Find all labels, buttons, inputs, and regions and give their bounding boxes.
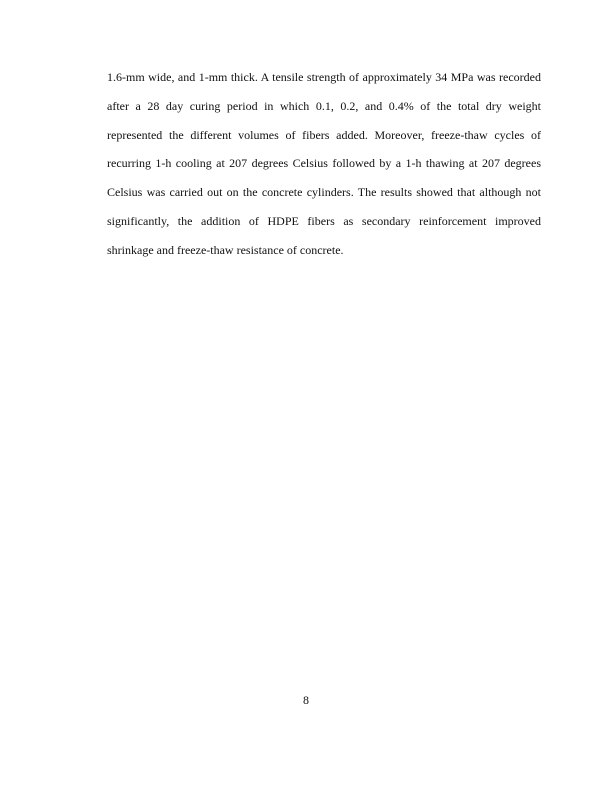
paragraph-line: shrinkage and freeze-thaw resistance of concrete.	[107, 242, 344, 257]
paragraph-line: represented the different volumes of fibers added. Moreover, freeze-thaw cycles of	[107, 127, 541, 142]
paragraph-line: recurring 1-h cooling at 207 degrees Celsius followed by a 1-h thawing at 207 degrees	[107, 156, 541, 171]
paragraph-line: Celsius was carried out on the concrete cylinders. The results showed that although not	[107, 185, 541, 200]
paragraph-line: significantly, the addition of HDPE fibers as secondary reinforcement improved	[107, 213, 541, 228]
paragraph-line: after a 28 day curing period in which 0.1, 0.2, and 0.4% of the total dry weight	[107, 98, 541, 113]
paragraph-line: 1.6-mm wide, and 1-mm thick. A tensile strength of approximately 34 MPa was recorded	[107, 70, 541, 84]
body-paragraph	[107, 67, 541, 269]
page-number: 8	[303, 693, 309, 707]
